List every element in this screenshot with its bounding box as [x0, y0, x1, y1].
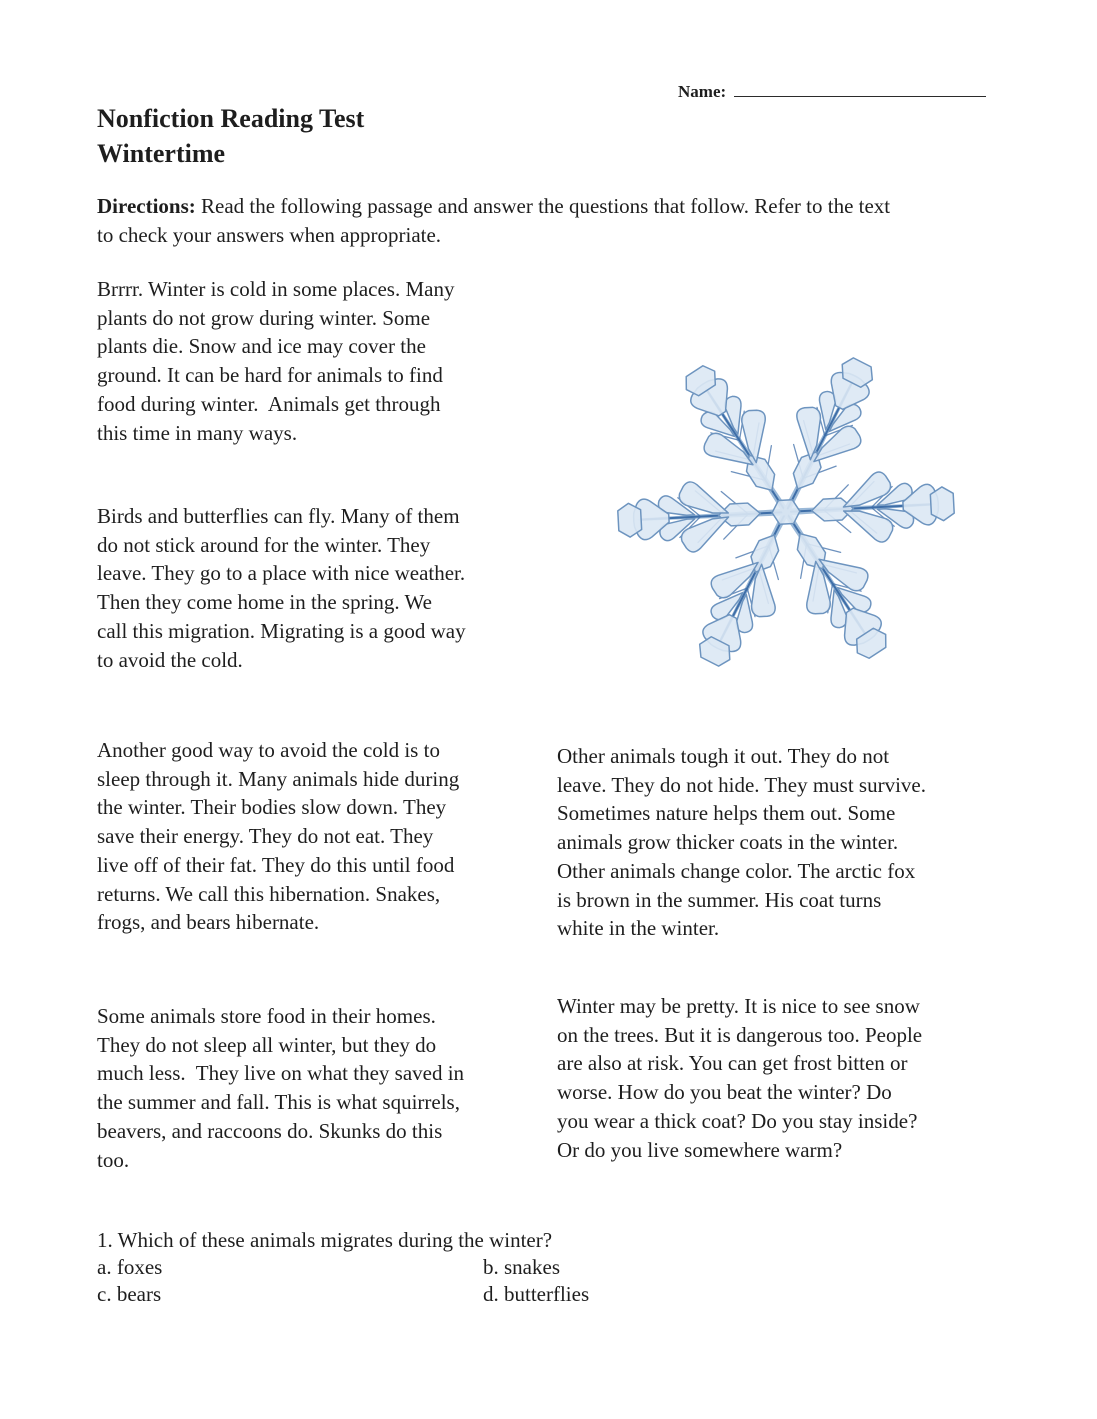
- directions-label: Directions:: [97, 194, 196, 218]
- question-1-options: [97, 1254, 589, 1308]
- snowflake-image: [612, 356, 960, 668]
- option-b: b. snakes: [483, 1255, 560, 1279]
- paragraph-2: Birds and butterflies can fly. Many of them do not stick around for the winter. They leave. They go to a place with nice weather. Then they come home in the spring. We call this migration. Migrating is a good way to avoid the cold.: [97, 504, 466, 672]
- name-blank-line: [734, 82, 986, 97]
- title-line-2: Wintertime: [97, 139, 226, 168]
- question-1: [97, 1227, 589, 1308]
- name-label: Name:: [678, 82, 727, 101]
- paragraph-1: Brrrr. Winter is cold in some places. Many plants do not grow during winter. Some plants die. Snow and ice may cover the ground. It can be hard for animals to find food during winter. Animals get through this time in many ways.: [97, 277, 455, 445]
- worksheet-title: [97, 101, 364, 171]
- name-row: [678, 82, 986, 102]
- title-line-1: Nonfiction Reading Test: [97, 104, 365, 133]
- paragraph-5: Some animals store food in their homes. They do not sleep all winter, but they do much less. They live on what they saved in the summer and fall. This is what squirrels, beavers, and raccoons do. Skunks do this too.: [97, 1004, 465, 1172]
- paragraph-6: Winter may be pretty. It is nice to see snow on the trees. But it is dangerous too. People are also at risk. You can get frost bitten or worse. How do you beat the winter? Do you wear a thick coat? Do you stay inside? Or do you live somewhere warm?: [557, 994, 923, 1162]
- directions: [97, 192, 890, 250]
- directions-line-1: [97, 192, 890, 221]
- option-c: c. bears: [97, 1282, 162, 1306]
- paragraph-4: Other animals tough it out. They do not leave. They do not hide. They must survive. Sometimes nature helps them out. Some animals grow thicker coats in the winter. Other animals change color. The arctic fox is brown in the summer. His coat turns white in the winter.: [557, 744, 926, 941]
- option-d: d. butterflies: [483, 1282, 590, 1306]
- question-1-prompt: 1. Which of these animals migrates during the winter?: [97, 1228, 553, 1252]
- option-a: a. foxes: [97, 1255, 163, 1279]
- snowflake-svg: [612, 356, 960, 668]
- directions-text: Read the following passage and answer the questions that follow. Refer to the text: [195, 194, 891, 218]
- paragraph-3: Another good way to avoid the cold is to sleep through it. Many animals hide during the winter. Their bodies slow down. They save their energy. They do not eat. They live off of their fat. They do this until food returns. We call this hibernation. Snakes, frogs, and bears hibernate.: [97, 738, 460, 935]
- directions-line-2: to check your answers when appropriate.: [97, 223, 442, 247]
